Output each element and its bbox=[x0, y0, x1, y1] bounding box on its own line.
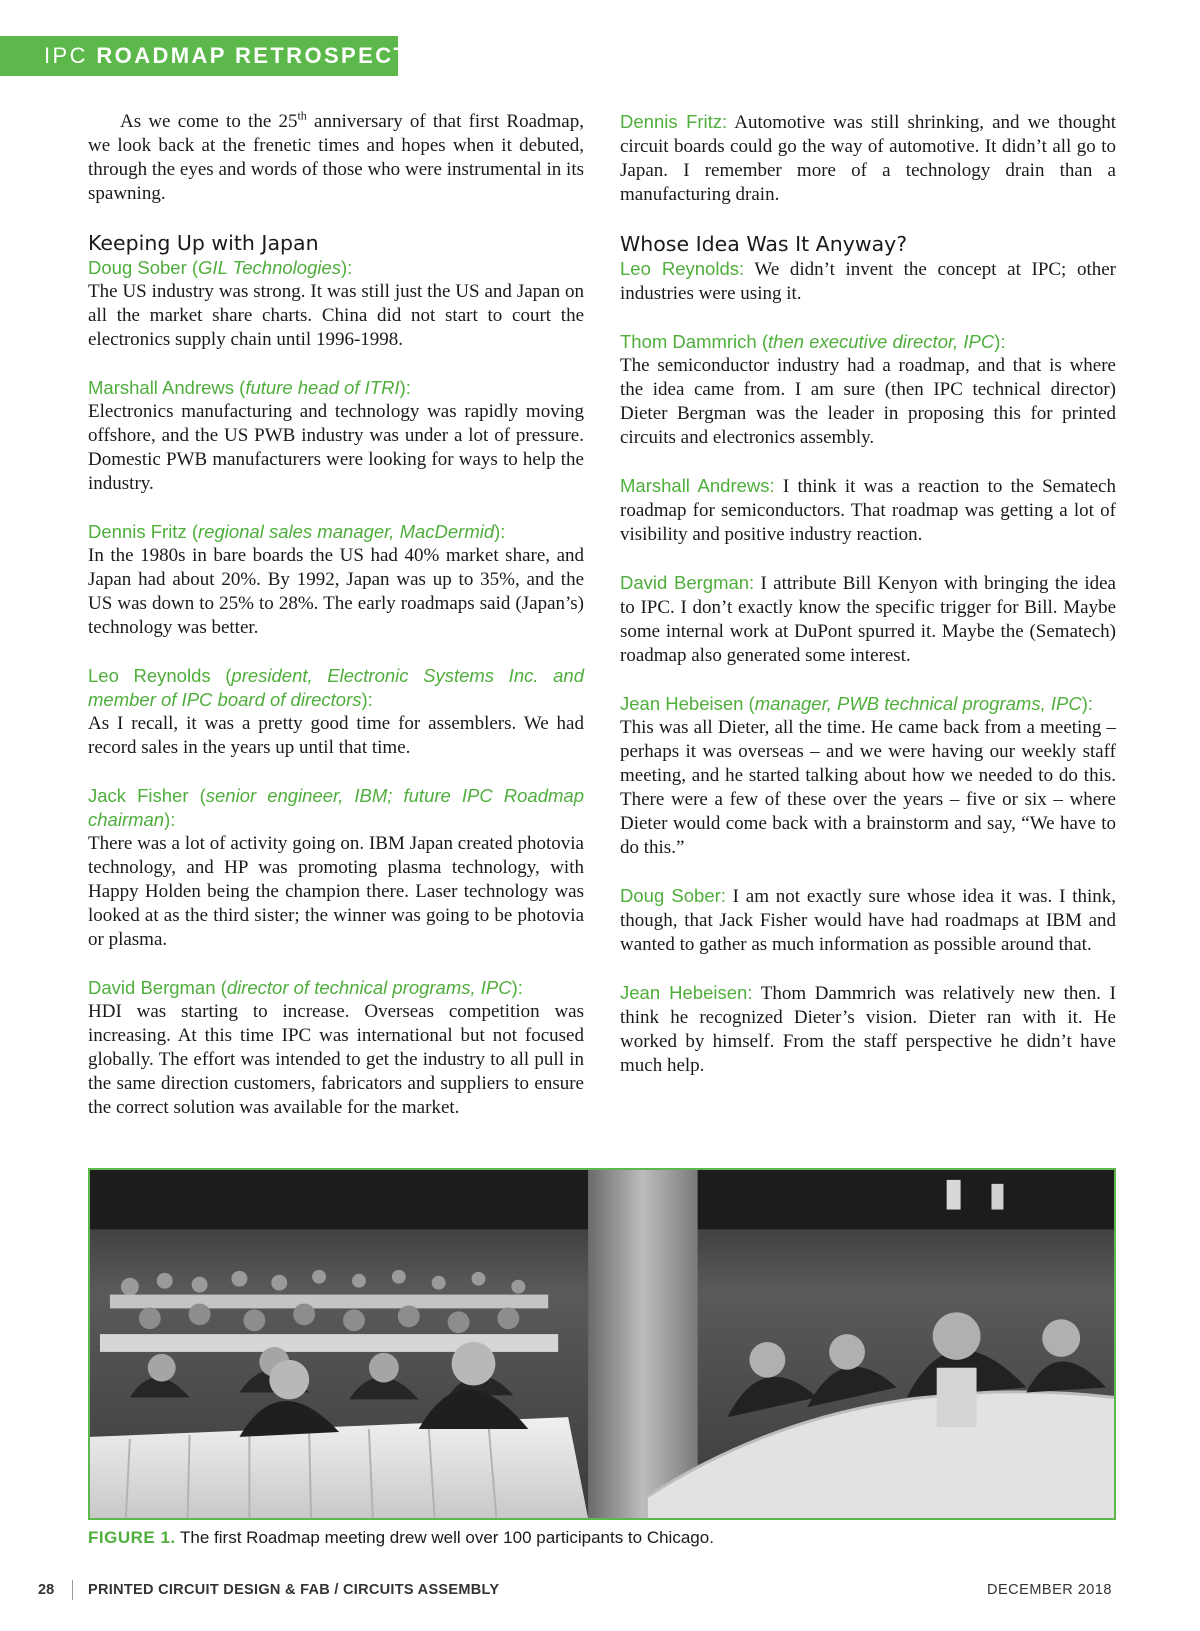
section-heading-japan: Keeping Up with Japan bbox=[88, 231, 319, 255]
intro-paragraph bbox=[88, 110, 584, 206]
issue-date: DECEMBER 2018 bbox=[987, 1582, 1112, 1598]
quote-text: There was a lot of activity going on. IBM Japan created photovia technology, and HP was promoting plasma technology, with Happy Holden being the champion there. Laser technology was looked at as the third sister; the winner was going to be photovia or plasma. bbox=[88, 833, 584, 950]
quote-inline bbox=[620, 474, 1116, 547]
quote-text: This was all Dieter, all the time. He came back from a meeting – perhaps it was overseas – and we were having our weekly staff meeting, and he started talking about how we needed to do this. There were a few of these over the years – five or six – where Dieter would come back with a brainstorm and say, “We have to do this.” bbox=[620, 717, 1116, 858]
section-heading-idea: Whose Idea Was It Anyway? bbox=[620, 232, 908, 256]
speaker-name: Doug Sober: bbox=[620, 885, 726, 906]
footer-divider bbox=[72, 1580, 73, 1600]
quote-text: I think it was a reaction to the Sematech roadmap for semiconductors. That roadmap was getting a lot of visibility and positive industry reaction. bbox=[620, 476, 1116, 545]
speaker-name: Leo Reynolds (president, Electronic Systems Inc. and member of IPC board of directors): bbox=[88, 665, 584, 710]
quote-text: The semiconductor industry had a roadmap, and that is where the idea came from. I am sure (then IPC technical director) Dieter Bergman was the leader in proposing this for printed circuits and electronics assembly. bbox=[620, 355, 1116, 448]
quote-inline bbox=[620, 257, 1116, 306]
speaker-name: David Bergman: bbox=[620, 572, 755, 593]
meeting-photo-illustration bbox=[90, 1170, 1114, 1518]
quote-text: I am not exactly sure whose idea it was. I think, though, that Jack Fisher would have had roadmaps at IBM and wanted to gather as much information as possible around that. bbox=[620, 886, 1116, 955]
section-label: IPC bbox=[44, 43, 88, 68]
section-banner bbox=[0, 36, 452, 76]
quote-text: As I recall, it was a pretty good time for assemblers. We had record sales in the years up until that time. bbox=[88, 713, 584, 758]
quote-block bbox=[88, 664, 584, 760]
figure-caption bbox=[88, 1528, 714, 1548]
quote-block bbox=[620, 330, 1116, 450]
speaker-name: Leo Reynolds: bbox=[620, 258, 745, 279]
quote-block bbox=[88, 784, 584, 952]
publication-name: PRINTED CIRCUIT DESIGN & FAB / CIRCUITS ASSEMBLY bbox=[88, 1582, 500, 1598]
left-column bbox=[88, 110, 584, 1144]
speaker-name: Marshall Andrews (future head of ITRI): bbox=[88, 377, 411, 398]
quote-text: Thom Dammrich was relatively new then. I think he recognized Dieter’s vision. Dieter ran with it. He worked by himself. From the staff perspective he didn’t have much help. bbox=[620, 983, 1117, 1076]
quote-text: Automotive was still shrinking, and we thought circuit boards could go the way of automotive. It didn’t all go to Japan. I remember more of a technology drain than a manufacturing drain. bbox=[620, 112, 1117, 205]
quote-text: The US industry was strong. It was still just the US and Japan on all the market share charts. China did not start to court the electronics supply chain until 1996-1998. bbox=[88, 281, 584, 350]
quote-inline bbox=[620, 571, 1116, 668]
quote-inline bbox=[620, 884, 1116, 957]
speaker-name: Marshall Andrews: bbox=[620, 475, 775, 496]
speaker-name: Jack Fisher (senior engineer, IBM; future IPC Roadmap chairman): bbox=[88, 785, 584, 830]
quote-text: Electronics manufacturing and technology was rapidly moving offshore, and the US PWB industry was under a lot of pressure. Domestic PWB manufacturers were looking for ways to help the industry. bbox=[88, 401, 584, 494]
figure-label: FIGURE 1. bbox=[88, 1528, 176, 1547]
right-column bbox=[620, 110, 1116, 1102]
meeting-photo bbox=[88, 1168, 1116, 1520]
intro-text-b: anniversary of that first Roadmap, we look back at the frenetic times and hopes when it debuted, through the eyes and words of those who were instrumental in its spawning. bbox=[88, 111, 584, 204]
intro-superscript: th bbox=[297, 108, 307, 123]
page-footer bbox=[0, 1580, 1200, 1604]
figure-caption-text: The first Roadmap meeting drew well over 100 participants to Chicago. bbox=[175, 1528, 714, 1547]
quote-text: We didn’t invent the concept at IPC; other industries were using it. bbox=[620, 259, 1116, 304]
intro-text-a: As we come to the 25 bbox=[120, 111, 298, 132]
speaker-name: Jean Hebeisen (manager, PWB technical programs, IPC): bbox=[620, 693, 1094, 714]
page-number: 28 bbox=[38, 1582, 55, 1598]
quote-inline bbox=[620, 110, 1116, 207]
quote-text: I attribute Bill Kenyon with bringing the idea to IPC. I don’t exactly know the specific trigger for Bill. Maybe some internal work at DuPont spurred it. Maybe the (Sematech) roadmap also generated some interest. bbox=[620, 573, 1116, 666]
quote-inline bbox=[620, 981, 1116, 1078]
speaker-name: Jean Hebeisen: bbox=[620, 982, 753, 1003]
quote-text: In the 1980s in bare boards the US had 40% market share, and Japan had about 20%. By 1992, Japan was up to 35%, and the US was down to 25% to 28%. The early roadmaps said (Japan’s) technology was better. bbox=[88, 545, 584, 638]
quote-block bbox=[88, 376, 584, 496]
quote-text: HDI was starting to increase. Overseas competition was increasing. At this time IPC was international but not focused globally. The effort was intended to get the industry to all pull in the same direction customers, fabricators and suppliers to ensure the correct solution was available for the market. bbox=[88, 1001, 584, 1118]
quote-block bbox=[88, 520, 584, 640]
section-title: ROADMAP RETROSPECTIVE bbox=[96, 43, 452, 68]
speaker-name: Dennis Fritz (regional sales manager, MacDermid): bbox=[88, 521, 506, 542]
speaker-name: Thom Dammrich (then executive director, IPC): bbox=[620, 331, 1006, 352]
speaker-name: Doug Sober (GIL Technologies): bbox=[88, 257, 353, 278]
quote-block bbox=[620, 692, 1116, 860]
quote-block bbox=[88, 976, 584, 1120]
quote-block bbox=[88, 256, 584, 352]
speaker-name: David Bergman (director of technical programs, IPC): bbox=[88, 977, 523, 998]
speaker-name: Dennis Fritz: bbox=[620, 111, 728, 132]
